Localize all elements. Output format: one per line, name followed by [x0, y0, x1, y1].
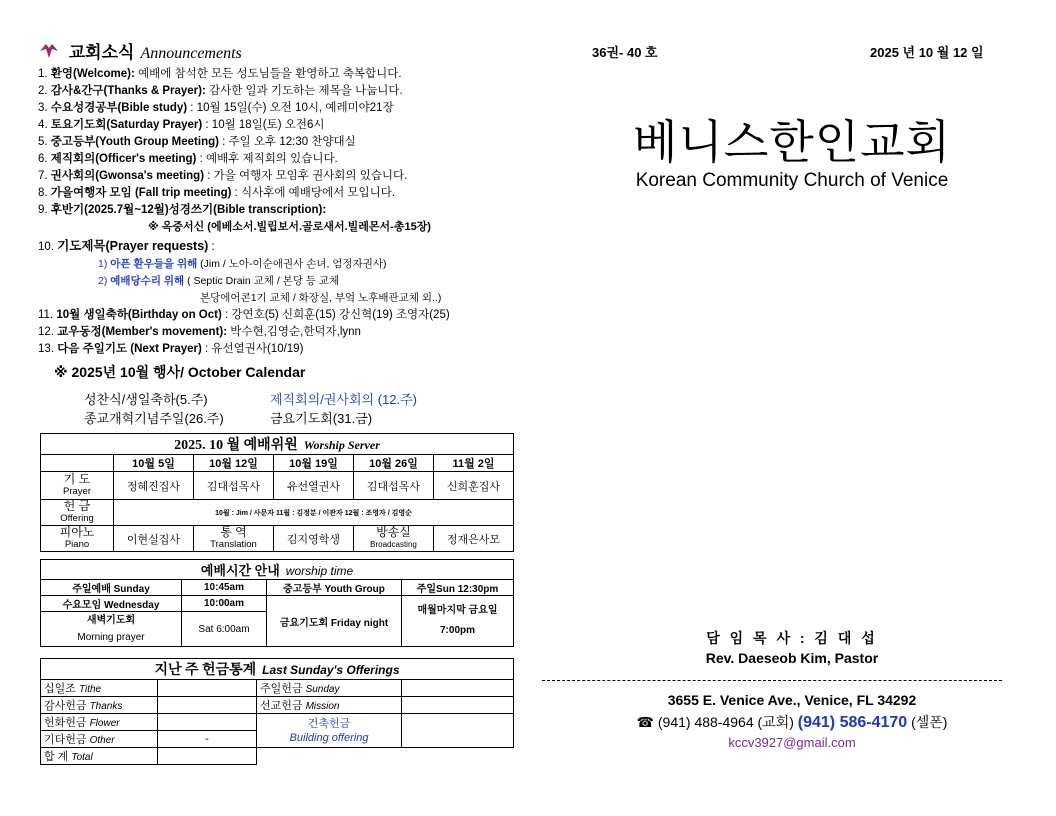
announcement-text: : 주일 오후 12:30 찬양대실: [218, 136, 356, 148]
announcement-number: 3.: [38, 102, 48, 114]
announcement-number: 9.: [38, 204, 48, 216]
announcement-title: 교우동정(Member's movement):: [57, 326, 228, 338]
phone-church: (941) 488-4964: [657, 714, 754, 730]
pastor-name-en: Rev. Daeseob Kim, Pastor: [705, 650, 879, 666]
announcement-text: : 식사후에 예배당에서 모입니다.: [231, 187, 396, 199]
church-name-en: Korean Community Church of Venice: [635, 170, 949, 191]
announcement-text: : 가을 여행자 모임후 권사회의 있습니다.: [204, 170, 408, 182]
sunday-time: 10:45am: [182, 580, 267, 596]
announcement-item: [38, 341, 518, 358]
church-address: 3655 E. Venice Ave., Venice, FL 34292: [667, 692, 917, 708]
worship-time-header: 예배시간 안내 worship time: [41, 560, 514, 580]
calendar-col1: [84, 390, 224, 428]
announcement-item: [38, 117, 518, 134]
announcement-item: [38, 202, 518, 219]
volume-number: 36권- 40 호: [592, 45, 658, 60]
prayer-item-number: 1): [98, 258, 108, 270]
announcement-number: 7.: [38, 170, 48, 182]
announcement-number: 1.: [38, 68, 48, 80]
announcements-title-en: Announcements: [140, 45, 242, 62]
date-header: 10월 26일: [354, 455, 434, 472]
flower-label: 헌화헌금 Flower: [41, 714, 158, 731]
announcement-item: [38, 168, 518, 185]
announcement-number: 2.: [38, 85, 48, 97]
prayer-cell: 김대섭목사: [194, 472, 274, 500]
ribbon-icon: [38, 42, 60, 65]
date-header: 10월 19일: [274, 455, 354, 472]
prayer-item-text: (Jim / 노아-이순애권사 손녀, 엄정자권사): [197, 258, 387, 270]
prayer-requests: [38, 238, 518, 256]
prayer-item: [38, 273, 518, 290]
other-value: -: [158, 731, 257, 748]
youth-time: 주일Sun 12:30pm: [402, 580, 514, 596]
announcement-number: 10.: [38, 241, 54, 253]
bulletin-date: 2025 년 10 월 12 일: [870, 45, 984, 60]
announcement-text: : 예배후 제직회의 있습니다.: [196, 153, 338, 165]
tithe-label: 십일조 Tithe: [41, 680, 158, 697]
prayer-cell: 김대섭목사: [354, 472, 434, 500]
calendar-item: 제직회의/권사회의 (12.주): [270, 392, 417, 407]
prayer-item-number: 2): [98, 275, 108, 287]
announcement-item: [38, 100, 518, 117]
worship-server-table: [40, 433, 514, 552]
wed-label: 수요모임 Wednesday: [41, 596, 182, 612]
translation-label: 통 역 Translation: [194, 526, 274, 552]
phone-cell: (941) 586-4170: [797, 714, 908, 731]
other-label: 기타헌금 Other: [41, 731, 158, 748]
announcement-item: [38, 134, 518, 151]
announcement-text: 박수현,김영순,한덕자,lynn: [227, 326, 361, 338]
building-label: 건축헌금 Building offering: [257, 714, 402, 748]
calendar-item: 금요기도회(31.금): [270, 411, 373, 426]
announcement-number: 8.: [38, 187, 48, 199]
youth-label: 중고등부 Youth Group: [267, 580, 402, 596]
transcription-note: ※ 옥중서신 (에베소서.빌립보서.골로새서.빌레몬서-총15장): [148, 221, 431, 233]
announcement-item: [38, 307, 518, 324]
worship-time-table: [40, 559, 514, 647]
calendar-title: ※ 2025년 10월 행사/ October Calendar: [54, 364, 306, 380]
announcement-text: 감사한 일과 기도하는 제목을 나눕니다.: [205, 85, 403, 97]
announcements-title: [38, 38, 242, 65]
announcement-text: 예배에 참석한 모든 성도님들을 환영하고 축복합니다.: [134, 68, 402, 80]
announcement-number: 12.: [38, 326, 54, 338]
announcement-number: 6.: [38, 153, 48, 165]
worship-server-header: 2025. 10 월 예배위원 Worship Server: [41, 434, 514, 455]
prayer-item-title: 아픈 환우들을 위해: [110, 258, 198, 270]
last-friday: 매월마지막 금요일 7:00pm: [402, 596, 514, 647]
announcement-number: 5.: [38, 136, 48, 148]
mission-label: 선교헌금 Mission: [257, 697, 402, 714]
announcement-title: 권사회의(Gwonsa's meeting): [50, 170, 205, 182]
offering-label: 헌 금 Offering: [41, 500, 114, 526]
prayer-cell: 신희훈집사: [434, 472, 514, 500]
announcement-item: [38, 185, 518, 202]
piano-cell: 이현실집사: [114, 526, 194, 552]
announcement-text: : 10월 18일(토) 오전6시: [202, 119, 325, 131]
date-header: 11월 2일: [434, 455, 514, 472]
broadcast-label: 방송실 Broadcasting: [354, 526, 434, 552]
piano-label: 피아노 Piano: [41, 526, 114, 552]
date-header: 10월 5일: [114, 455, 194, 472]
prayer-item-title: 예배당수리 위해: [110, 275, 185, 287]
total-label: 합 계 Total: [41, 748, 158, 765]
prayer-cell: 유선열권사: [274, 472, 354, 500]
announcement-text: : 유선열권사(10/19): [201, 343, 304, 355]
broadcast-cell: 정재은사모: [434, 526, 514, 552]
announcement-item: [38, 324, 518, 341]
calendar-col2: [270, 390, 417, 428]
announcement-title: 토요기도회(Saturday Prayer): [50, 119, 203, 131]
prayer-cell: 정혜진집사: [114, 472, 194, 500]
prayer-item: [38, 256, 518, 273]
wed-time: 10:00am: [182, 596, 267, 612]
announcement-title: 환영(Welcome):: [50, 68, 135, 80]
translation-cell: 김지영학생: [274, 526, 354, 552]
announcement-item: [38, 66, 518, 83]
announcement-title: 중고등부(Youth Group Meeting): [50, 136, 219, 148]
sunday-offering-label: 주일헌금 Sunday: [257, 680, 402, 697]
prayer-item-text: ( Septic Drain 교체 / 본당 등 교체: [184, 275, 340, 287]
divider: [542, 680, 1002, 681]
announcement-title: 가을여행자 모임 (Fall trip meeting): [50, 187, 232, 199]
announcement-title: 수요성경공부(Bible study): [50, 102, 188, 114]
announcement-number: 4.: [38, 119, 48, 131]
announcement-title: 제직회의(Officer's meeting): [50, 153, 197, 165]
calendar-item: 종교개혁기념주일(26.주): [84, 411, 224, 426]
announcement-title: 기도제목(Prayer requests): [57, 239, 209, 253]
date-header: 10월 12일: [194, 455, 274, 472]
phone-cell-label: (셀폰): [911, 714, 948, 730]
announcement-text: :: [208, 241, 215, 253]
right-page: [528, 0, 1056, 816]
announcements-title-ko: 교회소식: [68, 43, 135, 62]
announcement-title: 감사&간구(Thanks & Prayer):: [50, 85, 206, 97]
announcement-title: 다음 주일기도 (Next Prayer): [57, 343, 202, 355]
calendar-item: 성찬식/생일축하(5.주): [84, 392, 208, 407]
prayer-item-continued: 본당에어콘1기 교체 / 화장실, 부엌 노후배관교체 외..): [200, 292, 442, 304]
announcement-title: 후반기(2025.7월~12월)성경쓰기(Bible transcription):: [50, 204, 327, 216]
announcement-item: [38, 83, 518, 100]
friday-label: 금요기도회 Friday night: [267, 596, 402, 647]
offerings-header: 지난 주 헌금통계 Last Sunday's Offerings: [41, 659, 514, 680]
offering-cell: 10월 : Jim / 사문자 11월 : 김정분 / 이관자 12월 : 조영자 / 김영순: [114, 500, 514, 526]
church-phone: [528, 712, 1056, 732]
announcement-number: 11.: [38, 309, 54, 321]
dawn-label: 새벽기도회 Morning prayer: [41, 612, 182, 647]
phone-church-label: (교회): [757, 714, 794, 730]
announcement-title: 10월 생일축하(Birthday on Oct): [56, 309, 222, 321]
announcement-text: : 10월 15일(수) 오전 10시, 예레미야21장: [187, 102, 394, 114]
church-email[interactable]: kccv3927@gmail.com: [728, 735, 856, 750]
announcement-text: : 강연호(5) 신희훈(15) 강신혁(19) 조영자(25): [221, 309, 450, 321]
church-name-ko: 베니스한인교회: [632, 115, 952, 169]
offerings-table: [40, 658, 514, 765]
prayer-label: 기 도 Prayer: [41, 472, 114, 500]
pastor-name-ko: 담 임 목 사 : 김 대 섭: [706, 630, 878, 646]
dawn-time: Sat 6:00am: [182, 612, 267, 647]
announcement-number: 13.: [38, 343, 54, 355]
announcements-list: [38, 66, 518, 358]
telephone-icon: ☎: [636, 714, 654, 730]
thanks-label: 감사헌금 Thanks: [41, 697, 158, 714]
announcement-item: [38, 151, 518, 168]
sunday-label: 주일예배 Sunday: [41, 580, 182, 596]
